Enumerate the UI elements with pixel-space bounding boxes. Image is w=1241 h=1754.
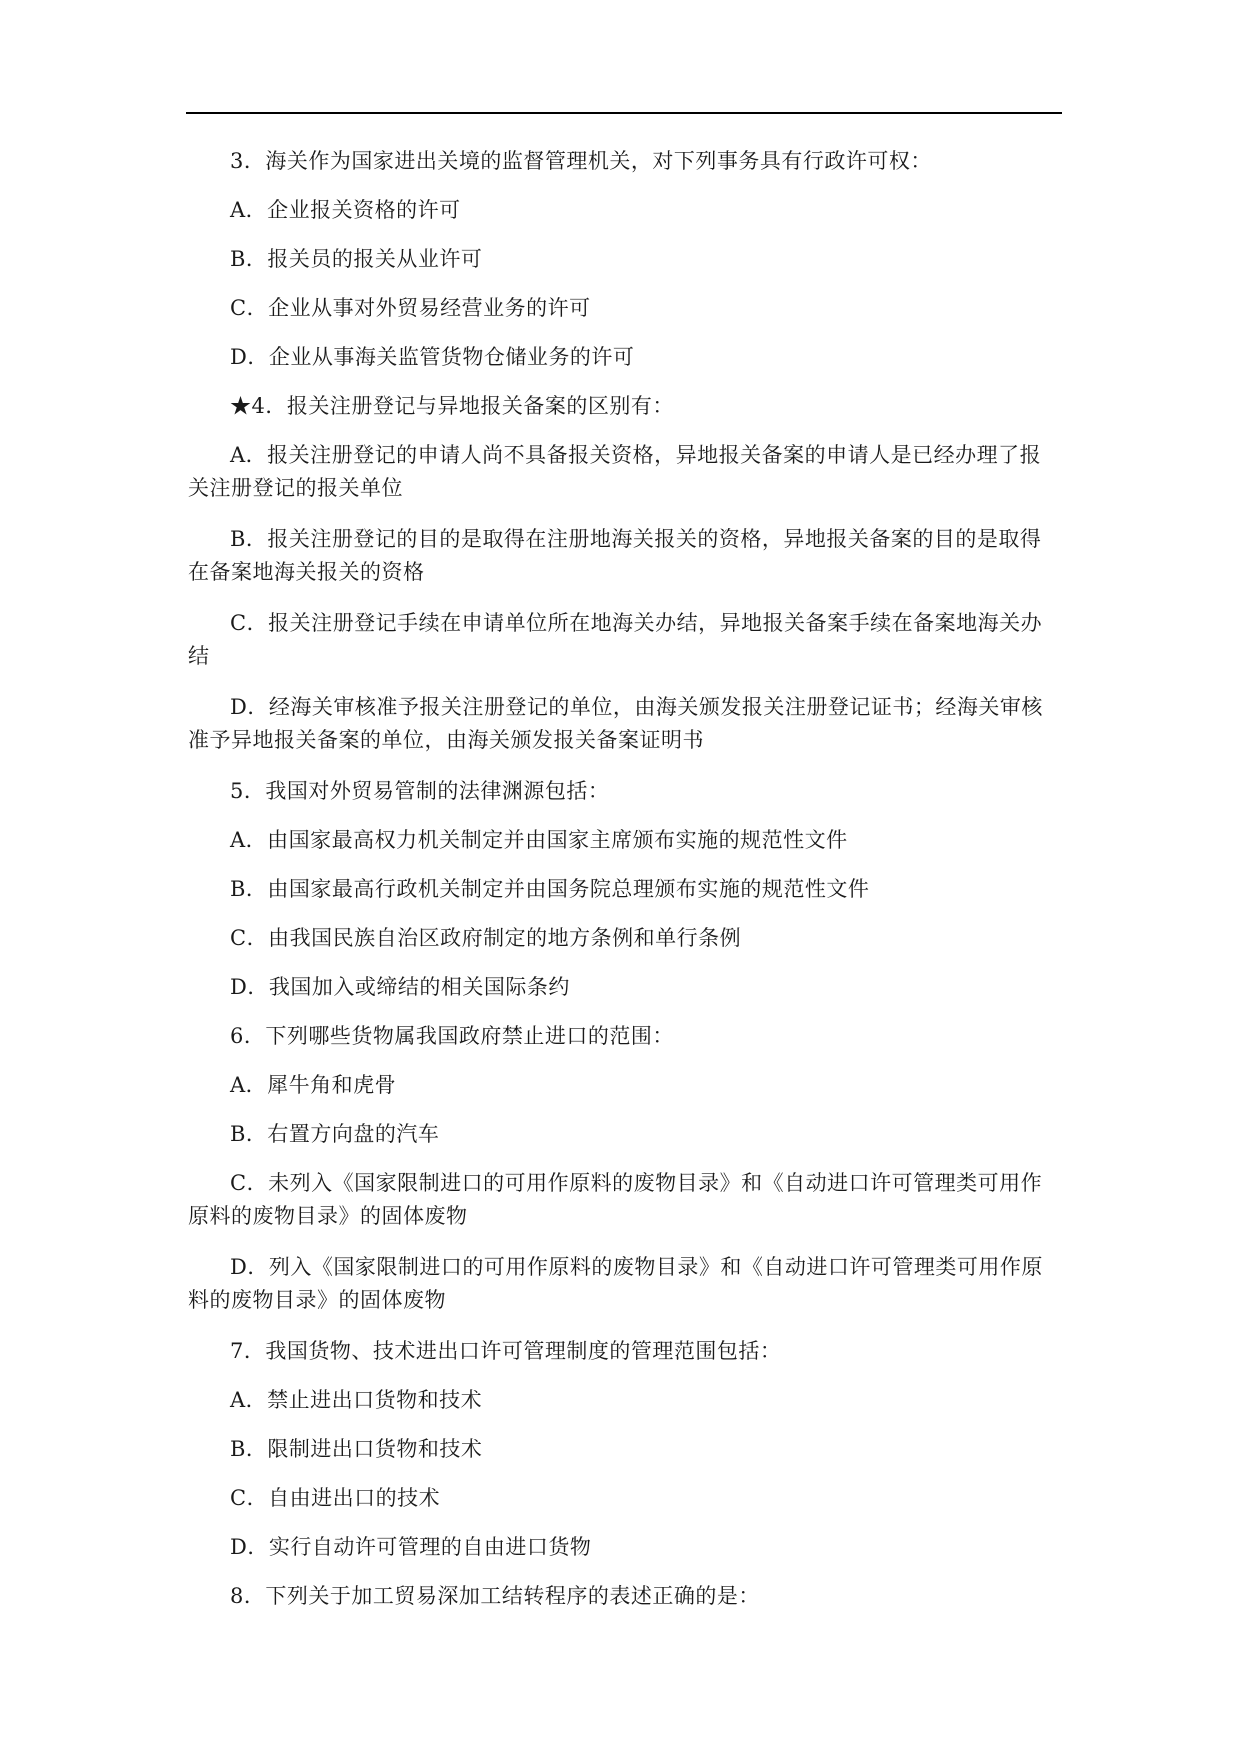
option-5d: D．我国加入或缔结的相关国际条约 <box>230 975 570 999</box>
option-4d: D．经海关审核准予报关注册登记的单位，由海关颁发报关注册登记证书；经海关审核准予异地报关备案的单位，由海关颁发报关备案证明书 <box>188 695 1043 752</box>
option-7c: C．自由进出口的技术 <box>230 1486 441 1510</box>
option-3d: D．企业从事海关监管货物仓储业务的许可 <box>230 345 635 369</box>
option-3c: C．企业从事对外贸易经营业务的许可 <box>230 296 591 320</box>
option-7b: B．限制进出口货物和技术 <box>230 1437 483 1461</box>
option-5c: C．由我国民族自治区政府制定的地方条例和单行条例 <box>230 926 742 950</box>
option-6d: D．列入《国家限制进口的可用作原料的废物目录》和《自动进口许可管理类可用作原料的废物目录》的固体废物 <box>188 1255 1043 1312</box>
option-6c: C．未列入《国家限制进口的可用作原料的废物目录》和《自动进口许可管理类可用作原料的废物目录》的固体废物 <box>188 1171 1043 1228</box>
option-7d: D．实行自动许可管理的自由进口货物 <box>230 1535 592 1559</box>
option-3b: B．报关员的报关从业许可 <box>230 247 483 271</box>
question-3: 3．海关作为国家进出关境的监督管理机关，对下列事务具有行政许可权： <box>230 149 932 173</box>
option-3a: A．企业报关资格的许可 <box>230 198 461 222</box>
option-4a: A．报关注册登记的申请人尚不具备报关资格，异地报关备案的申请人是已经办理了报关注册登记的报关单位 <box>188 443 1042 500</box>
option-4c: C．报关注册登记手续在申请单位所在地海关办结，异地报关备案手续在备案地海关办结 <box>188 611 1043 668</box>
option-7a: A．禁止进出口货物和技术 <box>230 1388 483 1412</box>
document-body <box>188 145 1060 1629</box>
option-6b: B．右置方向盘的汽车 <box>230 1122 440 1146</box>
option-4b: B．报关注册登记的目的是取得在注册地海关报关的资格，异地报关备案的目的是取得在备案地海关报关的资格 <box>188 527 1042 584</box>
option-5a: A．由国家最高权力机关制定并由国家主席颁布实施的规范性文件 <box>230 828 848 852</box>
option-6a: A．犀牛角和虎骨 <box>230 1073 397 1097</box>
question-6: 6．下列哪些货物属我国政府禁止进口的范围： <box>230 1024 674 1048</box>
header-rule <box>186 112 1062 114</box>
question-8: 8．下列关于加工贸易深加工结转程序的表述正确的是： <box>230 1584 760 1608</box>
question-4: ★4．报关注册登记与异地报关备案的区别有： <box>230 394 674 418</box>
option-5b: B．由国家最高行政机关制定并由国务院总理颁布实施的规范性文件 <box>230 877 870 901</box>
question-7: 7．我国货物、技术进出口许可管理制度的管理范围包括： <box>230 1339 782 1363</box>
question-5: 5．我国对外贸易管制的法律渊源包括： <box>230 779 610 803</box>
